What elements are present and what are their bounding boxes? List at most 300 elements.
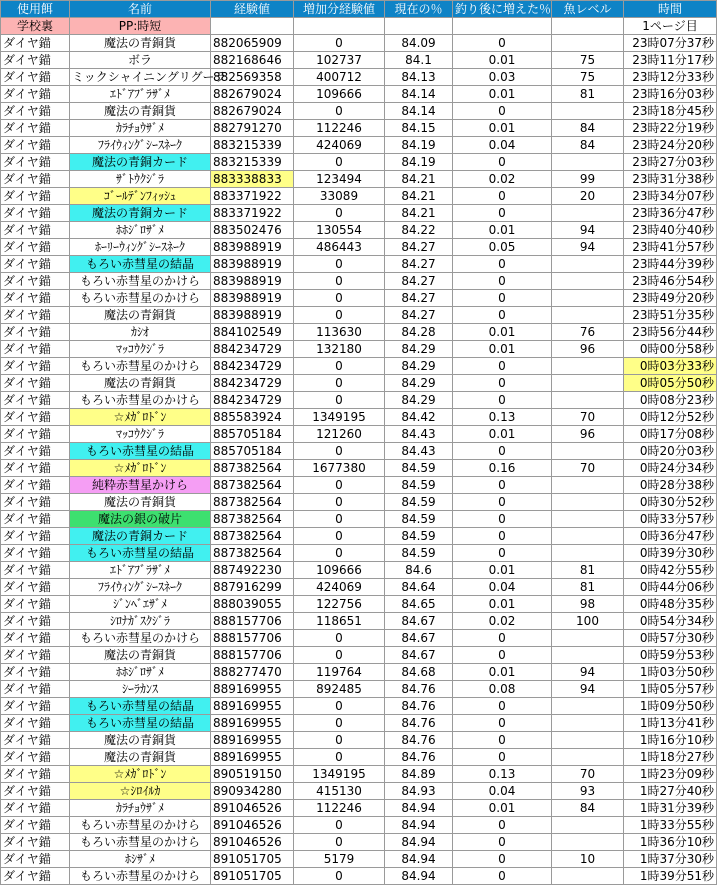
bait-cell[interactable]: ダイヤ錨 <box>1 851 70 868</box>
exp-cell[interactable]: 882168646 <box>211 52 294 69</box>
time-cell[interactable]: 23時49分20秒 <box>624 290 717 307</box>
empty-cell[interactable] <box>552 18 624 35</box>
gain-percent-cell[interactable]: 0.13 <box>453 409 552 426</box>
gain-percent-cell[interactable]: 0.01 <box>453 426 552 443</box>
bait-cell[interactable]: ダイヤ錨 <box>1 460 70 477</box>
time-cell[interactable]: 23時18分45秒 <box>624 103 717 120</box>
exp-cell[interactable]: 882791270 <box>211 120 294 137</box>
time-cell[interactable]: 1時31分39秒 <box>624 800 717 817</box>
bait-cell[interactable]: ダイヤ錨 <box>1 222 70 239</box>
current-percent-cell[interactable]: 84.27 <box>385 239 453 256</box>
exp-cell[interactable]: 891046526 <box>211 817 294 834</box>
bait-cell[interactable]: ダイヤ錨 <box>1 188 70 205</box>
bait-cell[interactable]: ダイヤ錨 <box>1 630 70 647</box>
gain-percent-cell[interactable]: 0 <box>453 307 552 324</box>
fish-level-cell[interactable] <box>552 868 624 885</box>
gain-percent-cell[interactable]: 0 <box>453 494 552 511</box>
time-cell[interactable]: 23時16分03秒 <box>624 86 717 103</box>
time-cell[interactable]: 23時22分19秒 <box>624 120 717 137</box>
exp-cell[interactable]: 883215339 <box>211 137 294 154</box>
bait-cell[interactable]: ダイヤ錨 <box>1 69 70 86</box>
current-percent-cell[interactable]: 84.89 <box>385 766 453 783</box>
fish-level-cell[interactable]: 10 <box>552 851 624 868</box>
fish-name-cell[interactable]: 魔法の青銅貨 <box>70 732 211 749</box>
current-percent-cell[interactable]: 84.21 <box>385 188 453 205</box>
time-cell[interactable]: 23時11分17秒 <box>624 52 717 69</box>
exp-cell[interactable]: 885705184 <box>211 426 294 443</box>
fish-level-cell[interactable] <box>552 511 624 528</box>
time-cell[interactable]: 1時36分10秒 <box>624 834 717 851</box>
time-cell[interactable]: 0時59分53秒 <box>624 647 717 664</box>
time-cell[interactable]: 23時12分33秒 <box>624 69 717 86</box>
fish-level-cell[interactable] <box>552 749 624 766</box>
fish-level-cell[interactable]: 70 <box>552 460 624 477</box>
increase-cell[interactable]: 119764 <box>294 664 385 681</box>
exp-cell[interactable]: 887382564 <box>211 460 294 477</box>
fish-name-cell[interactable]: ﾏｯｺｳｸｼﾞﾗ <box>70 341 211 358</box>
bait-cell[interactable]: ダイヤ錨 <box>1 800 70 817</box>
fish-level-cell[interactable]: 94 <box>552 222 624 239</box>
fish-name-cell[interactable]: 魔法の青銅貨 <box>70 749 211 766</box>
increase-cell[interactable]: 400712 <box>294 69 385 86</box>
fish-level-cell[interactable]: 94 <box>552 681 624 698</box>
current-percent-cell[interactable]: 84.76 <box>385 749 453 766</box>
current-percent-cell[interactable]: 84.22 <box>385 222 453 239</box>
increase-cell[interactable]: 0 <box>294 630 385 647</box>
increase-cell[interactable]: 1349195 <box>294 766 385 783</box>
fish-name-cell[interactable]: ﾎｼｻﾞﾒ <box>70 851 211 868</box>
fish-level-cell[interactable]: 100 <box>552 613 624 630</box>
gain-percent-cell[interactable]: 0.01 <box>453 664 552 681</box>
fish-name-cell[interactable]: 魔法の青銅カード <box>70 528 211 545</box>
gain-percent-cell[interactable]: 0 <box>453 273 552 290</box>
gain-percent-cell[interactable]: 0 <box>453 698 552 715</box>
gain-percent-cell[interactable]: 0 <box>453 511 552 528</box>
exp-cell[interactable]: 883988919 <box>211 273 294 290</box>
time-cell[interactable]: 23時36分47秒 <box>624 205 717 222</box>
increase-cell[interactable]: 1677380 <box>294 460 385 477</box>
current-percent-cell[interactable]: 84.19 <box>385 154 453 171</box>
time-cell[interactable]: 23時31分38秒 <box>624 171 717 188</box>
fish-level-cell[interactable]: 94 <box>552 664 624 681</box>
fish-level-cell[interactable] <box>552 715 624 732</box>
increase-cell[interactable]: 0 <box>294 273 385 290</box>
gain-percent-cell[interactable]: 0.08 <box>453 681 552 698</box>
exp-cell[interactable]: 883338833 <box>211 171 294 188</box>
increase-cell[interactable]: 113630 <box>294 324 385 341</box>
fish-name-cell[interactable]: ｴﾄﾞｱﾌﾞﾗｻﾞﾒ <box>70 562 211 579</box>
fish-name-cell[interactable]: ｶﾗﾁｮｳｻﾞﾒ <box>70 120 211 137</box>
current-percent-cell[interactable]: 84.94 <box>385 817 453 834</box>
bait-cell[interactable]: ダイヤ錨 <box>1 596 70 613</box>
fish-name-cell[interactable]: もろい赤彗星のかけら <box>70 868 211 885</box>
time-cell[interactable]: 23時56分44秒 <box>624 324 717 341</box>
increase-cell[interactable]: 112246 <box>294 800 385 817</box>
increase-cell[interactable]: 109666 <box>294 86 385 103</box>
fish-level-cell[interactable] <box>552 154 624 171</box>
gain-percent-cell[interactable]: 0.01 <box>453 800 552 817</box>
fish-name-cell[interactable]: 魔法の青銅貨 <box>70 35 211 52</box>
time-cell[interactable]: 0時20分03秒 <box>624 443 717 460</box>
exp-cell[interactable]: 887382564 <box>211 494 294 511</box>
time-cell[interactable]: 1時03分50秒 <box>624 664 717 681</box>
exp-cell[interactable]: 883215339 <box>211 154 294 171</box>
time-cell[interactable]: 0時48分35秒 <box>624 596 717 613</box>
increase-cell[interactable]: 123494 <box>294 171 385 188</box>
fish-name-cell[interactable]: 魔法の青銅貨 <box>70 103 211 120</box>
current-percent-cell[interactable]: 84.28 <box>385 324 453 341</box>
bait-cell[interactable]: ダイヤ錨 <box>1 358 70 375</box>
gain-percent-cell[interactable]: 0 <box>453 290 552 307</box>
exp-cell[interactable]: 883988919 <box>211 307 294 324</box>
increase-cell[interactable]: 0 <box>294 205 385 222</box>
exp-cell[interactable]: 888157706 <box>211 613 294 630</box>
gain-percent-cell[interactable]: 0.01 <box>453 562 552 579</box>
current-percent-cell[interactable]: 84.59 <box>385 511 453 528</box>
time-cell[interactable]: 23時44分39秒 <box>624 256 717 273</box>
time-cell[interactable]: 0時08分23秒 <box>624 392 717 409</box>
increase-cell[interactable]: 0 <box>294 154 385 171</box>
exp-cell[interactable]: 882569358 <box>211 69 294 86</box>
current-percent-cell[interactable]: 84.59 <box>385 460 453 477</box>
exp-cell[interactable]: 887382564 <box>211 511 294 528</box>
fish-name-cell[interactable]: もろい赤彗星のかけら <box>70 290 211 307</box>
gain-percent-cell[interactable]: 0.04 <box>453 783 552 800</box>
increase-cell[interactable]: 0 <box>294 749 385 766</box>
bait-cell[interactable]: ダイヤ錨 <box>1 443 70 460</box>
time-cell[interactable]: 1時23分09秒 <box>624 766 717 783</box>
fish-level-cell[interactable]: 76 <box>552 324 624 341</box>
exp-cell[interactable]: 884234729 <box>211 358 294 375</box>
increase-cell[interactable]: 122756 <box>294 596 385 613</box>
current-percent-cell[interactable]: 84.68 <box>385 664 453 681</box>
exp-cell[interactable]: 882679024 <box>211 103 294 120</box>
bait-cell[interactable]: ダイヤ錨 <box>1 613 70 630</box>
fish-level-cell[interactable] <box>552 35 624 52</box>
fish-level-cell[interactable]: 94 <box>552 239 624 256</box>
current-percent-cell[interactable]: 84.27 <box>385 273 453 290</box>
exp-cell[interactable]: 889169955 <box>211 681 294 698</box>
increase-cell[interactable]: 0 <box>294 715 385 732</box>
empty-cell[interactable] <box>385 18 453 35</box>
fish-name-cell[interactable]: もろい赤彗星のかけら <box>70 817 211 834</box>
bait-cell[interactable]: ダイヤ錨 <box>1 664 70 681</box>
fish-level-cell[interactable]: 98 <box>552 596 624 613</box>
time-cell[interactable]: 0時42分55秒 <box>624 562 717 579</box>
current-percent-cell[interactable]: 84.64 <box>385 579 453 596</box>
time-cell[interactable]: 23時34分07秒 <box>624 188 717 205</box>
fish-level-cell[interactable] <box>552 817 624 834</box>
fish-name-cell[interactable]: ﾎｰﾘｰｳｨﾝｸﾞｼｰｽﾈｰｸ <box>70 239 211 256</box>
bait-cell[interactable]: ダイヤ錨 <box>1 545 70 562</box>
fish-level-cell[interactable]: 70 <box>552 409 624 426</box>
gain-percent-cell[interactable]: 0.01 <box>453 222 552 239</box>
gain-percent-cell[interactable]: 0 <box>453 188 552 205</box>
increase-cell[interactable]: 892485 <box>294 681 385 698</box>
gain-percent-cell[interactable]: 0.05 <box>453 239 552 256</box>
current-percent-cell[interactable]: 84.29 <box>385 341 453 358</box>
fish-level-cell[interactable] <box>552 307 624 324</box>
empty-cell[interactable] <box>294 18 385 35</box>
fish-level-cell[interactable] <box>552 545 624 562</box>
bait-cell[interactable]: ダイヤ錨 <box>1 766 70 783</box>
bait-cell[interactable]: ダイヤ錨 <box>1 324 70 341</box>
time-cell[interactable]: 0時33分57秒 <box>624 511 717 528</box>
time-cell[interactable]: 0時00分58秒 <box>624 341 717 358</box>
exp-cell[interactable]: 889169955 <box>211 715 294 732</box>
fish-name-cell[interactable]: ｶﾗﾁｮｳｻﾞﾒ <box>70 800 211 817</box>
exp-cell[interactable]: 890519150 <box>211 766 294 783</box>
increase-cell[interactable]: 0 <box>294 817 385 834</box>
fish-level-cell[interactable]: 81 <box>552 86 624 103</box>
increase-cell[interactable]: 0 <box>294 528 385 545</box>
fish-name-cell[interactable]: ☆ﾒｶﾞﾛﾄﾞﾝ <box>70 766 211 783</box>
exp-cell[interactable]: 889169955 <box>211 698 294 715</box>
exp-cell[interactable]: 883502476 <box>211 222 294 239</box>
time-cell[interactable]: 0時17分08秒 <box>624 426 717 443</box>
fish-name-cell[interactable]: 魔法の銀の破片 <box>70 511 211 528</box>
fish-level-cell[interactable]: 70 <box>552 766 624 783</box>
fish-name-cell[interactable]: ﾎﾎｼﾞﾛｻﾞﾒ <box>70 664 211 681</box>
gain-percent-cell[interactable]: 0 <box>453 256 552 273</box>
gain-percent-cell[interactable]: 0 <box>453 851 552 868</box>
fish-name-cell[interactable]: もろい赤彗星のかけら <box>70 834 211 851</box>
exp-cell[interactable]: 888157706 <box>211 630 294 647</box>
bait-cell[interactable]: ダイヤ錨 <box>1 86 70 103</box>
increase-cell[interactable]: 486443 <box>294 239 385 256</box>
bait-cell[interactable]: ダイヤ錨 <box>1 171 70 188</box>
gain-percent-cell[interactable]: 0 <box>453 545 552 562</box>
fish-name-cell[interactable]: もろい赤彗星のかけら <box>70 273 211 290</box>
current-percent-cell[interactable]: 84.29 <box>385 358 453 375</box>
bait-cell[interactable]: ダイヤ錨 <box>1 35 70 52</box>
bait-cell[interactable]: ダイヤ錨 <box>1 205 70 222</box>
fish-name-cell[interactable]: 魔法の青銅貨 <box>70 647 211 664</box>
exp-cell[interactable]: 883988919 <box>211 239 294 256</box>
fish-name-cell[interactable]: もろい赤彗星の結晶 <box>70 256 211 273</box>
exp-cell[interactable]: 884234729 <box>211 375 294 392</box>
current-percent-cell[interactable]: 84.94 <box>385 868 453 885</box>
increase-cell[interactable]: 424069 <box>294 137 385 154</box>
fish-level-cell[interactable]: 20 <box>552 188 624 205</box>
fish-name-cell[interactable]: 魔法の青銅カード <box>70 154 211 171</box>
gain-percent-cell[interactable]: 0 <box>453 477 552 494</box>
bait-cell[interactable]: ダイヤ錨 <box>1 290 70 307</box>
gain-percent-cell[interactable]: 0.01 <box>453 341 552 358</box>
fish-name-cell[interactable]: ﾌﾗｲｳｨﾝｸﾞｼｰｽﾈｰｸ <box>70 579 211 596</box>
bait-cell[interactable]: ダイヤ錨 <box>1 307 70 324</box>
increase-cell[interactable]: 121260 <box>294 426 385 443</box>
bait-cell[interactable]: ダイヤ錨 <box>1 579 70 596</box>
current-percent-cell[interactable]: 84.27 <box>385 256 453 273</box>
fish-name-cell[interactable]: もろい赤彗星のかけら <box>70 630 211 647</box>
fish-level-cell[interactable] <box>552 630 624 647</box>
gain-percent-cell[interactable]: 0.13 <box>453 766 552 783</box>
header-gain-percent[interactable]: 釣り後に増えた％ <box>453 1 552 18</box>
gain-percent-cell[interactable]: 0 <box>453 749 552 766</box>
gain-percent-cell[interactable]: 0 <box>453 817 552 834</box>
increase-cell[interactable]: 0 <box>294 358 385 375</box>
gain-percent-cell[interactable]: 0.01 <box>453 52 552 69</box>
current-percent-cell[interactable]: 84.27 <box>385 290 453 307</box>
time-cell[interactable]: 0時05分50秒 <box>624 375 717 392</box>
header-current-percent[interactable]: 現在の％ <box>385 1 453 18</box>
exp-cell[interactable]: 883371922 <box>211 188 294 205</box>
current-percent-cell[interactable]: 84.29 <box>385 375 453 392</box>
current-percent-cell[interactable]: 84.42 <box>385 409 453 426</box>
location-cell[interactable]: 学校裏 <box>1 18 70 35</box>
bait-cell[interactable]: ダイヤ錨 <box>1 137 70 154</box>
fish-name-cell[interactable]: ｼﾛﾅｶﾞｽｸｼﾞﾗ <box>70 613 211 630</box>
increase-cell[interactable]: 0 <box>294 494 385 511</box>
gain-percent-cell[interactable]: 0.01 <box>453 120 552 137</box>
bait-cell[interactable]: ダイヤ錨 <box>1 749 70 766</box>
page-label-cell[interactable]: 1ページ目 <box>624 18 717 35</box>
fish-name-cell[interactable]: もろい赤彗星の結晶 <box>70 443 211 460</box>
gain-percent-cell[interactable]: 0 <box>453 732 552 749</box>
exp-cell[interactable]: 883371922 <box>211 205 294 222</box>
fish-level-cell[interactable] <box>552 698 624 715</box>
increase-cell[interactable]: 0 <box>294 290 385 307</box>
exp-cell[interactable]: 891051705 <box>211 851 294 868</box>
gain-percent-cell[interactable]: 0.01 <box>453 596 552 613</box>
gain-percent-cell[interactable]: 0 <box>453 392 552 409</box>
current-percent-cell[interactable]: 84.94 <box>385 834 453 851</box>
header-fish-level[interactable]: 魚レベル <box>552 1 624 18</box>
gain-percent-cell[interactable]: 0.02 <box>453 171 552 188</box>
fish-level-cell[interactable] <box>552 392 624 409</box>
time-cell[interactable]: 23時41分57秒 <box>624 239 717 256</box>
fish-name-cell[interactable]: ｼﾞﾝﾍﾞｴｻﾞﾒ <box>70 596 211 613</box>
exp-cell[interactable]: 891046526 <box>211 800 294 817</box>
fish-name-cell[interactable]: 魔法の青銅カード <box>70 205 211 222</box>
fish-level-cell[interactable] <box>552 375 624 392</box>
exp-cell[interactable]: 887382564 <box>211 477 294 494</box>
increase-cell[interactable]: 0 <box>294 375 385 392</box>
current-percent-cell[interactable]: 84.43 <box>385 443 453 460</box>
current-percent-cell[interactable]: 84.94 <box>385 851 453 868</box>
gain-percent-cell[interactable]: 0 <box>453 715 552 732</box>
current-percent-cell[interactable]: 84.21 <box>385 205 453 222</box>
increase-cell[interactable]: 0 <box>294 868 385 885</box>
time-cell[interactable]: 0時39分30秒 <box>624 545 717 562</box>
bait-cell[interactable]: ダイヤ錨 <box>1 834 70 851</box>
bait-cell[interactable]: ダイヤ錨 <box>1 562 70 579</box>
current-percent-cell[interactable]: 84.14 <box>385 103 453 120</box>
exp-cell[interactable]: 885583924 <box>211 409 294 426</box>
increase-cell[interactable]: 102737 <box>294 52 385 69</box>
current-percent-cell[interactable]: 84.27 <box>385 307 453 324</box>
exp-cell[interactable]: 883988919 <box>211 290 294 307</box>
header-bait[interactable]: 使用餌 <box>1 1 70 18</box>
current-percent-cell[interactable]: 84.59 <box>385 494 453 511</box>
bait-cell[interactable]: ダイヤ錨 <box>1 341 70 358</box>
fish-name-cell[interactable]: 魔法の青銅貨 <box>70 375 211 392</box>
time-cell[interactable]: 1時13分41秒 <box>624 715 717 732</box>
gain-percent-cell[interactable]: 0 <box>453 358 552 375</box>
current-percent-cell[interactable]: 84.59 <box>385 528 453 545</box>
time-cell[interactable]: 1時05分57秒 <box>624 681 717 698</box>
exp-cell[interactable]: 883988919 <box>211 256 294 273</box>
bait-cell[interactable]: ダイヤ錨 <box>1 528 70 545</box>
exp-cell[interactable]: 890934280 <box>211 783 294 800</box>
exp-cell[interactable]: 887492230 <box>211 562 294 579</box>
current-percent-cell[interactable]: 84.14 <box>385 86 453 103</box>
current-percent-cell[interactable]: 84.43 <box>385 426 453 443</box>
exp-cell[interactable]: 884234729 <box>211 341 294 358</box>
fish-level-cell[interactable]: 84 <box>552 137 624 154</box>
exp-cell[interactable]: 887382564 <box>211 528 294 545</box>
current-percent-cell[interactable]: 84.13 <box>385 69 453 86</box>
fish-level-cell[interactable] <box>552 256 624 273</box>
gain-percent-cell[interactable]: 0 <box>453 647 552 664</box>
exp-cell[interactable]: 884234729 <box>211 392 294 409</box>
exp-cell[interactable]: 891051705 <box>211 868 294 885</box>
bait-cell[interactable]: ダイヤ錨 <box>1 409 70 426</box>
increase-cell[interactable]: 112246 <box>294 120 385 137</box>
time-cell[interactable]: 23時40分40秒 <box>624 222 717 239</box>
gain-percent-cell[interactable]: 0 <box>453 205 552 222</box>
current-percent-cell[interactable]: 84.6 <box>385 562 453 579</box>
gain-percent-cell[interactable]: 0.16 <box>453 460 552 477</box>
gain-percent-cell[interactable]: 0 <box>453 443 552 460</box>
exp-cell[interactable]: 889169955 <box>211 732 294 749</box>
fish-name-cell[interactable]: ﾌﾗｲｳｨﾝｸﾞｼｰｽﾈｰｸ <box>70 137 211 154</box>
bait-cell[interactable]: ダイヤ錨 <box>1 120 70 137</box>
fish-name-cell[interactable]: もろい赤彗星の結晶 <box>70 715 211 732</box>
time-cell[interactable]: 0時36分47秒 <box>624 528 717 545</box>
current-percent-cell[interactable]: 84.76 <box>385 698 453 715</box>
increase-cell[interactable]: 0 <box>294 443 385 460</box>
fish-level-cell[interactable] <box>552 647 624 664</box>
gain-percent-cell[interactable]: 0.04 <box>453 137 552 154</box>
bait-cell[interactable]: ダイヤ錨 <box>1 426 70 443</box>
current-percent-cell[interactable]: 84.21 <box>385 171 453 188</box>
bait-cell[interactable]: ダイヤ錨 <box>1 52 70 69</box>
gain-percent-cell[interactable]: 0 <box>453 834 552 851</box>
fish-name-cell[interactable]: 純粋赤彗星かけら <box>70 477 211 494</box>
fish-name-cell[interactable]: ☆ﾒｶﾞﾛﾄﾞﾝ <box>70 409 211 426</box>
gain-percent-cell[interactable]: 0 <box>453 103 552 120</box>
fish-name-cell[interactable]: ｻﾞﾄｳｸｼﾞﾗ <box>70 171 211 188</box>
fish-name-cell[interactable]: ｶｼｵ <box>70 324 211 341</box>
increase-cell[interactable]: 109666 <box>294 562 385 579</box>
time-cell[interactable]: 0時30分52秒 <box>624 494 717 511</box>
fish-name-cell[interactable]: もろい赤彗星のかけら <box>70 392 211 409</box>
increase-cell[interactable]: 0 <box>294 511 385 528</box>
current-percent-cell[interactable]: 84.93 <box>385 783 453 800</box>
current-percent-cell[interactable]: 84.76 <box>385 732 453 749</box>
exp-cell[interactable]: 882065909 <box>211 35 294 52</box>
bait-cell[interactable]: ダイヤ錨 <box>1 783 70 800</box>
current-percent-cell[interactable]: 84.67 <box>385 647 453 664</box>
fish-level-cell[interactable] <box>552 290 624 307</box>
exp-cell[interactable]: 888039055 <box>211 596 294 613</box>
header-exp[interactable]: 経験値 <box>211 1 294 18</box>
fish-level-cell[interactable] <box>552 732 624 749</box>
time-cell[interactable]: 1時27分40秒 <box>624 783 717 800</box>
bait-cell[interactable]: ダイヤ錨 <box>1 681 70 698</box>
gain-percent-cell[interactable]: 0 <box>453 528 552 545</box>
current-percent-cell[interactable]: 84.67 <box>385 630 453 647</box>
fish-level-cell[interactable]: 75 <box>552 69 624 86</box>
current-percent-cell[interactable]: 84.76 <box>385 715 453 732</box>
increase-cell[interactable]: 0 <box>294 477 385 494</box>
time-cell[interactable]: 1時16分10秒 <box>624 732 717 749</box>
exp-cell[interactable]: 884102549 <box>211 324 294 341</box>
increase-cell[interactable]: 0 <box>294 35 385 52</box>
time-cell[interactable]: 1時37分30秒 <box>624 851 717 868</box>
